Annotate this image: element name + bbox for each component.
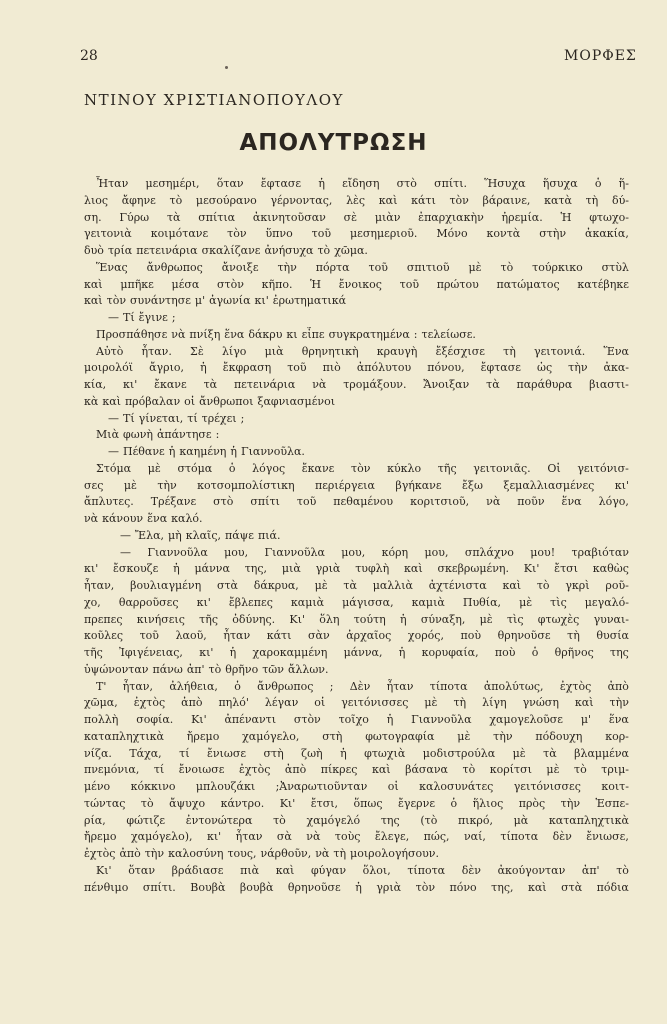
text-line: — Τί γίνεται, τί τρέχει ; [108,411,245,425]
text-line: νίζα. Τάχα, τί ἔνιωσε στὴ ζωὴ ἡ φτωχιὰ μοδιστρούλα μὲ τὰ βλαμμένα [84,746,629,760]
text-line: μένο κόκκινο μπλουζάκι ;Ἀναρωτιοῦνταν οἱ καλοσυνάτες γειτόνισσες κοιτ- [84,780,629,793]
text-line: κία, κι' ἔκανε τὰ πετεινάρια νὰ τρομάξουν. Ἄνοιξαν τὰ παράθυρα βιαστι- [84,378,629,391]
text-line: πνεμόνια, τί ἔνοιωσε ἐχτὸς ἀπὸ πίκρες καὶ βάσανα τὸ κορίτσι μὲ τὸ τριμ- [84,763,629,777]
text-line: πένθιμο σπίτι. Βουβὰ βουβὰ θρηνοῦσε ἡ γριὰ τὸν πόνο της, καὶ στὰ πόδια [84,880,629,894]
text-line: λιος ἄφηνε τὸ μεσούρανο γέρνοντας, λὲς καὶ κάτι τὸν βάραινε, κατὰ τὴ δύ- [84,193,629,207]
text-line: — Πέθανε ἡ καημένη ἡ Γιαννοῦλα. [108,445,305,458]
text-line: τῆς Ἰφιγένειας, κι' ἡ χαροκαμμένη μάννα, ἡ κορυφαία, ποὺ ὁ θρῆνος της [84,646,629,659]
text-line: Στόμα μὲ στόμα ὁ λόγος ἔκανε τὸν κύκλο τῆς γειτονιᾶς. Οἱ γειτόνισ- [96,461,629,475]
story-title: ΑΠΟΛΥΤΡΩΣΗ [239,130,428,156]
text-line: μοιρολόϊ ἄγριο, ἡ ἔκφραση τοῦ πιὸ ἀπόλυτου πόνου, ἔφτασε ὡς τὴν ἀκα- [84,361,629,375]
page-number: 28 [80,48,98,64]
text-line: Τ' ἦταν, ἀλήθεια, ὁ ἄνθρωπος ; Δὲν ἦταν τίποτα ἀπολύτως, ἐχτὸς ἀπὸ [96,679,629,693]
text-line: νὰ κάνουν ἕνα καλό. [84,512,203,525]
text-line: Προσπάθησε νὰ πνίξη ἕνα δάκρυ κι εἶπε συγκρατημένα : τελείωσε. [96,327,476,341]
text-line: δυὸ τρία πετεινάρια σκαλίζανε ἀνήσυχα τὸ χῶμα. [84,244,368,257]
text-line: ἦταν, βουλιαγμένη στὰ δάκρυα, μὲ τὰ μαλλιὰ ἀχτένιστα καὶ τὸ γκρὶ ροῦ- [84,579,629,592]
text-line: ση. Γύρω τὰ σπίτια ἀκινητοῦσαν σὲ μιὰν ἐπαρχιακὴν ἠρεμία. Ἡ φτωχο- [84,210,629,224]
text-line: Ἦταν μεσημέρι, ὅταν ἔφτασε ἡ εἴδηση στὸ σπίτι. Ἥσυχα ἥσυχα ὁ ἥ- [96,177,629,190]
text-line: κὰ καὶ πρόβαλαν οἱ ἄνθρωποι ξαφνιασμένοι [84,394,336,408]
text-line: Ἕνας ἄνθρωπος ἄνοιξε τὴν πόρτα τοῦ σπιτιοῦ μὲ τὸ τούρκικο στὺλ [96,260,629,274]
text-line: ἄπλυτες. Τρέξανε στὸ σπίτι τοῦ πεθαμένου κοριτσιοῦ, νὰ ποῦν ἕνα λόγο, [84,495,629,509]
text-line: ρία, φώτιζε ἐντονώτερα τὸ χαμόγελό της (τὸ πικρό, μὰ καταπληχτικὰ [84,813,629,827]
ink-speck [225,66,228,69]
text-line: πολλὴ σοφία. Κι' ἀπέναντι στὸν τοῖχο ἡ Γιαννοῦλα χαμογελοῦσε μ' ἕνα [84,713,629,726]
text-line: σες μὲ τὴν κοτσομπολίστικη περιέργεια βγήκανε ἔξω ξεμαλλιασμένες κι' [84,478,629,492]
text-line: πρεπες κινήσεις τῆς ὀδύνης. Κι' ὅλη τούτη ἡ σύναξη, μὲ τὶς φτωχὲς γυναι- [84,612,629,626]
text-line: ἐχτὸς ἀπὸ τὴν καλοσύνη τους, νάρθοῦν, νὰ τὴ μοιρολογήσουν. [84,847,439,860]
text-line: ὑψώνονταν πάνω ἀπ' τὸ θρῆνο τῶν ἄλλων. [84,662,329,676]
text-line: καταπληχτικὰ ἤρεμο χαμόγελο, στὴ φωτογραφία μὲ τὴν πόδουχη κορ- [84,729,629,743]
author-name: ΝΤΙΝΟΥ ΧΡΙΣΤΙΑΝΟΠΟΥΛΟΥ [84,91,344,109]
text-line: τώντας τὸ ἄψυχο κάντρο. Κι' ἔτσι, ὅπως ἔγερνε ὁ ἥλιος πρὸς τὴν Ἑσπε- [84,796,629,810]
text-line: κοῦλες τοῦ λαοῦ, ἦταν κάτι σὰν ἀρχαῖος χορός, ποὺ θρηνοῦσε τὴ θυσία [84,629,629,643]
text-line: χο, θαρροῦσες κι' ἔβλεπες καμιὰ μάγισσα, καμιὰ Πυθία, μὲ τὶς μεγαλό- [84,595,629,609]
text-line: γειτονιὰ κοιμότανε τὸν ὕπνο τοῦ μεσημεριοῦ. Μόνο κοντὰ στὴν ἀκακία, [84,227,629,241]
text-line: Αὐτὸ ἦταν. Σὲ λίγο μιὰ θρηνητικὴ κραυγὴ ἔξέσχισε τὴ γειτονιά. Ἕνα [96,344,629,358]
text-line: — Τί ἔγινε ; [108,311,176,324]
text-line: καὶ τὸν συνάντησε μ' ἀγωνία κι' ἐρωτηματικά [84,294,347,308]
text-line: Κι' ὅταν βράδιασε πιὰ καὶ φύγαν ὅλοι, τίποτα δὲν ἀκούγονταν ἀπ' τὸ [96,863,629,877]
story-body [84,176,629,896]
running-head: ΜΟΡΦΕΣ [564,48,637,64]
text-line: καὶ μπῆκε μέσα στὸν κῆπο. Ἡ ἔνοικος τοῦ πρώτου πατώματος κατέβηκε [84,277,629,291]
text-line: — Ἔλα, μὴ κλαῖς, πάψε πιά. [120,528,281,542]
text-line: ἤρεμο χαμόγελο), κι' ἦταν σὰ νὰ τοὺς ἔλεγε, πώς, ναί, τίποτα δὲν ἔνιωσε, [84,830,629,844]
text-line: κι' ἔσκουζε ἡ μάννα της, μιὰ γριὰ τυφλὴ καὶ σκεβρωμένη. Κι' ἔτσι καθὼς [84,562,629,576]
text-line: — Γιαννοῦλα μου, Γιαννοῦλα μου, κόρη μου, σπλάχνο μου! τραβιόταν [120,545,629,559]
text-line: Μιὰ φωνὴ ἀπάντησε : [96,428,220,442]
text-line: χῶμα, ἐχτὸς ἀπὸ πηλό' λέγαν οἱ γειτόνισσες μὲ τὴ λίγη γνώση καὶ τὴν [84,696,629,710]
